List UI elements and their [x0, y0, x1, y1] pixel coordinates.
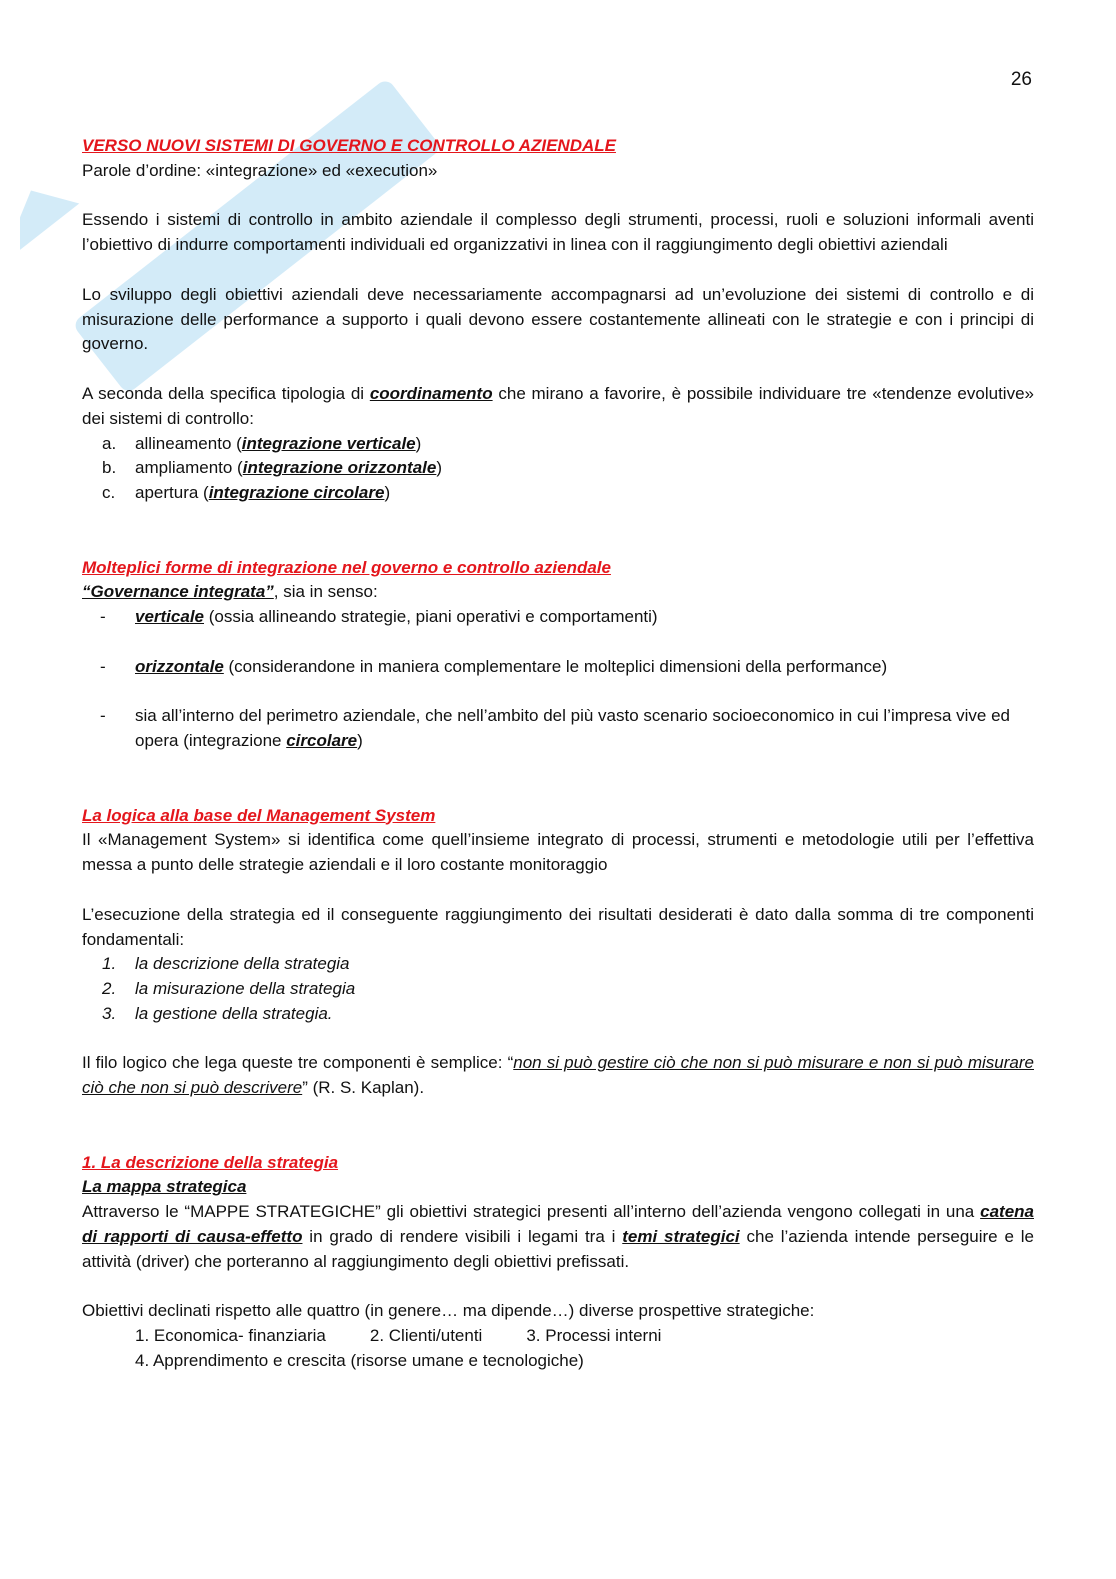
text-span: )	[384, 483, 391, 503]
text-span: allineamento (	[135, 433, 242, 453]
section-title: VERSO NUOVI SISTEMI DI GOVERNO E CONTROLLO AZIENDALE	[82, 136, 616, 155]
emphasis-text: integrazione orizzontale	[242, 458, 437, 478]
section-subtitle: Parole d’ordine: «integrazione» ed «execution»	[82, 160, 438, 180]
text-span: che l’azienda intende perseguire e le attività (driver) che porteranno al raggiungimento degli obiettivi prefissati.	[82, 1227, 1034, 1271]
perspective-row	[82, 1324, 1034, 1349]
list-item	[82, 704, 1034, 754]
paragraph: Lo sviluppo degli obiettivi aziendali deve necessariamente accompagnarsi ad un’evoluzione dei sistemi di controllo e di misurazione delle performance a supporto i quali devono essere costantemente allineati con le strategie e con i principi di governo.	[82, 284, 1034, 354]
paragraph: L’esecuzione della strategia ed il conseguente raggiungimento dei risultati desiderati è dato dalla somma di tre componenti fondamentali:	[82, 904, 1034, 949]
trend-list	[82, 432, 1034, 506]
text-span: Il filo logico che lega queste tre componenti è semplice: “	[82, 1053, 514, 1073]
text-span: ampliamento (	[135, 458, 243, 478]
list-marker: a.	[102, 433, 117, 453]
perspective-item: 3. Processi interni	[526, 1326, 662, 1346]
paragraph: Il «Management System» si identifica come quell’insieme integrato di processi, strumenti e metodologie utili per l’effettiva messa a punto delle strategie aziendali e il loro costante monitoraggio	[82, 830, 1034, 875]
text-span: la misurazione della strategia	[135, 979, 356, 999]
component-list	[82, 952, 1034, 1026]
list-item	[82, 456, 1034, 481]
list-item	[82, 977, 1034, 1002]
text-span: che mirano a favorire, è possibile individuare tre «tendenze evolutive» dei sistemi di controllo:	[82, 383, 1034, 428]
perspective-item: 4. Apprendimento e crescita (risorse umane e tecnologiche)	[135, 1351, 584, 1371]
list-item	[82, 1002, 1034, 1027]
list-marker: 3.	[102, 1003, 117, 1023]
paragraph	[82, 382, 1034, 432]
text-span: la gestione della strategia.	[135, 1003, 333, 1023]
paragraph: Essendo i sistemi di controllo in ambito aziendale il complesso degli strumenti, processi, ruoli e soluzioni informali aventi l’obiettivo di indurre comportamenti individuali ed organizzativi in linea con il raggiungimento degli obiettivi aziendali	[82, 210, 1034, 255]
page-number: 26	[1010, 69, 1032, 90]
emphasis-text: circolare	[286, 731, 358, 751]
paragraph	[82, 1200, 1034, 1274]
emphasis-text: “Governance integrata”	[82, 582, 274, 602]
emphasis-text: catena di rapporti di causa-effetto	[82, 1202, 1034, 1247]
perspective-item: 2. Clienti/utenti	[369, 1326, 483, 1346]
list-marker: c.	[102, 483, 116, 503]
text-span: (ossia allineando strategie, piani operativi e comportamenti)	[204, 607, 658, 627]
page-content	[82, 134, 1034, 1374]
emphasis-text: temi strategici	[622, 1227, 740, 1247]
text-span: apertura (	[135, 483, 209, 503]
perspective-item: 1. Economica- finanziaria	[135, 1326, 326, 1346]
text-span: )	[436, 458, 443, 478]
governance-list	[82, 605, 1034, 754]
emphasis-text: orizzontale	[135, 656, 224, 676]
list-marker: 2.	[102, 979, 117, 999]
kaplan-quote: non si può gestire ciò che non si può misurare e non si può misurare ciò che non si può descrivere	[82, 1053, 1034, 1098]
text-span: )	[415, 433, 422, 453]
section-title: 1. La descrizione della strategia	[82, 1152, 339, 1172]
emphasis-text: integrazione circolare	[208, 483, 385, 503]
list-marker: b.	[102, 458, 117, 478]
list-item	[82, 432, 1034, 457]
text-span: la descrizione della strategia	[135, 954, 350, 974]
section-title: Molteplici forme di integrazione nel governo e controllo aziendale	[82, 557, 611, 577]
text-span: (considerandone in maniera complementare le molteplici dimensioni della performance)	[223, 656, 888, 676]
text-span: Attraverso le “MAPPE STRATEGICHE” gli obiettivi strategici presenti all’interno dell’azienda vengono collegati in una	[82, 1202, 981, 1222]
text-span: )	[357, 731, 363, 751]
text-span: in grado di rendere visibili i legami tra i	[302, 1227, 623, 1247]
text-span: sia all’interno del perimetro aziendale, che nell’ambito del più vasto scenario socioeconomico in cui l’impresa vive ed opera (integrazione	[135, 706, 1011, 751]
list-marker: -	[100, 607, 106, 627]
list-marker: -	[100, 706, 106, 726]
text-span: ” (R. S. Kaplan).	[302, 1078, 425, 1098]
paragraph	[82, 1051, 1034, 1101]
emphasis-text: coordinamento	[369, 383, 493, 403]
paragraph	[82, 580, 1034, 605]
list-item	[82, 605, 1034, 630]
list-item	[82, 481, 1034, 506]
text-span: A seconda della specifica tipologia di	[82, 383, 370, 403]
list-item	[82, 952, 1034, 977]
section-subtitle: La mappa strategica	[82, 1177, 247, 1197]
paragraph: Obiettivi declinati rispetto alle quattro (in genere… ma dipende…) diverse prospettive strategiche:	[82, 1301, 815, 1321]
emphasis-text: verticale	[135, 607, 204, 627]
section-title: La logica alla base del Management System	[82, 805, 436, 825]
list-marker: 1.	[102, 954, 117, 974]
emphasis-text: integrazione verticale	[241, 433, 416, 453]
list-marker: -	[100, 656, 106, 676]
text-span: , sia in senso:	[273, 582, 378, 602]
list-item	[82, 655, 1034, 680]
watermark-cap-icon	[20, 172, 79, 265]
